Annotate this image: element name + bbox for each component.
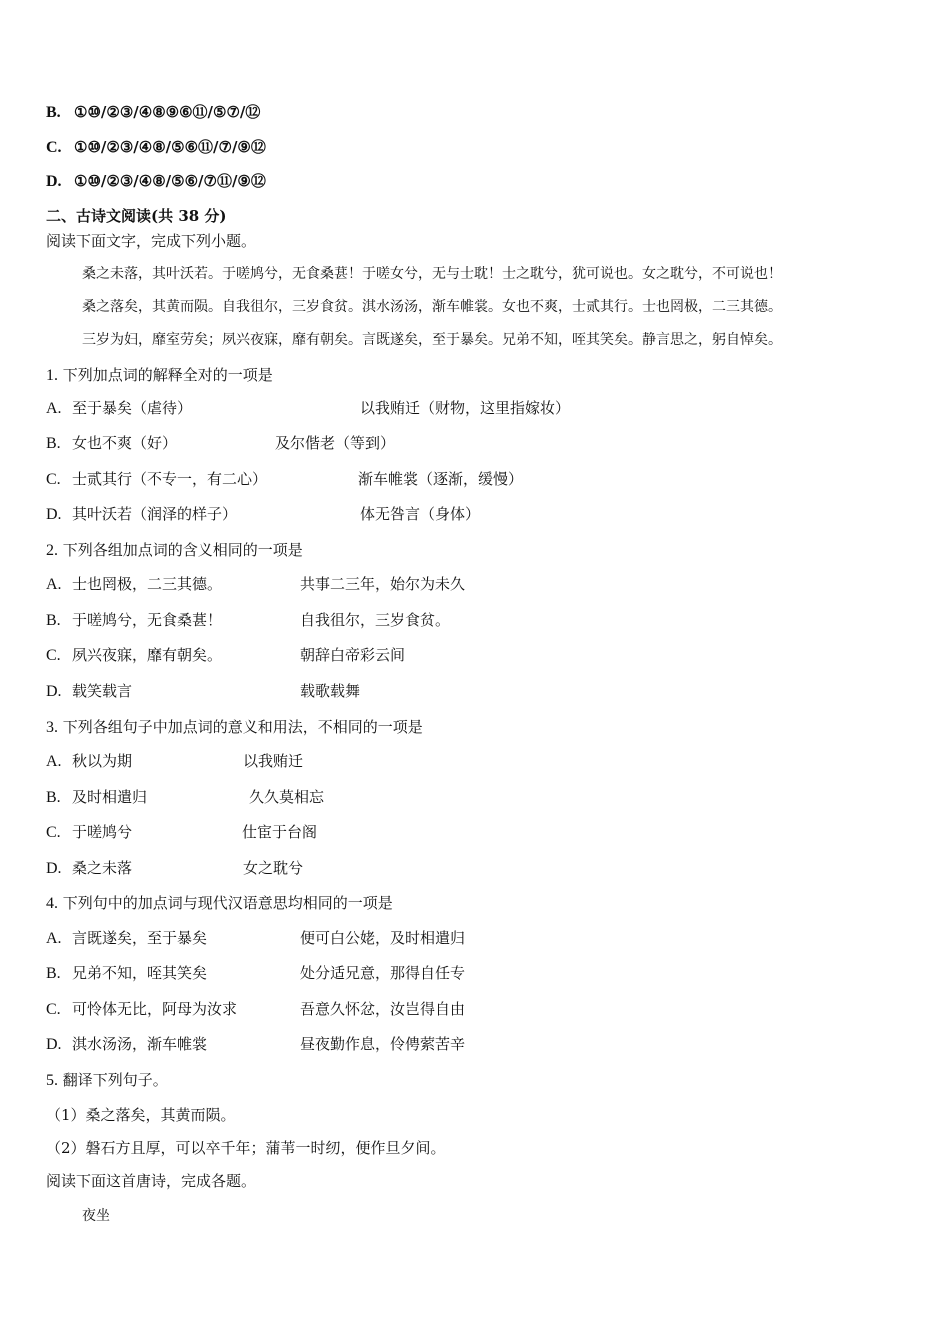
option-left: 言既遂矣，至于暴矣 [72, 929, 208, 947]
option-label: B. [46, 104, 61, 121]
option-left: 其叶沃若（润泽的样子） [72, 505, 238, 523]
option-row [46, 999, 926, 1020]
option-row [46, 645, 926, 666]
order-option-c [46, 137, 266, 158]
option-left: 秋以为期 [72, 752, 133, 770]
option-label: C. [46, 139, 62, 156]
option-label: C. [46, 1001, 61, 1018]
option-row [46, 433, 926, 454]
question-text: 下列各组加点词的含义相同的一项是 [62, 541, 303, 559]
option-left: 桑之未落 [72, 859, 133, 877]
option-left: 于嗟鸠兮 [72, 823, 133, 841]
option-right: 吾意久怀忿，汝岂得自由 [300, 1000, 466, 1018]
question-number: 3. [46, 719, 58, 736]
option-label: D. [46, 1036, 62, 1053]
option-row [46, 963, 926, 984]
question-text: 下列加点词的解释全对的一项是 [62, 366, 273, 384]
option-right: 处分适兄意，那得自任专 [300, 964, 466, 982]
option-label: B. [46, 965, 61, 982]
option-right: 昼夜勤作息，伶俜萦苦辛 [300, 1035, 466, 1053]
section-title: 二、古诗文阅读(共 38 分) [46, 207, 227, 225]
order-option-d [46, 171, 266, 192]
option-label: B. [46, 789, 61, 806]
option-right: 体无咎言（身体） [360, 505, 481, 523]
option-left: 淇水汤汤，渐车帷裳 [72, 1035, 208, 1053]
option-row [46, 398, 926, 419]
option-row [46, 610, 926, 631]
option-left: 士也罔极，二三其德。 [72, 575, 223, 593]
option-label: C. [46, 824, 61, 841]
option-label: A. [46, 576, 62, 593]
question-stem [46, 717, 423, 738]
passage-line: 桑之未落，其叶沃若。于嗟鸠兮，无食桑葚！于嗟女兮，无与士耽！士之耽兮，犹可说也。女之耽兮，不可说也！ [82, 266, 782, 282]
option-row [46, 574, 926, 595]
poem-instruction: 阅读下面这首唐诗，完成各题。 [46, 1172, 257, 1190]
option-left: 女也不爽（好） [72, 434, 178, 452]
question-number: 5. [46, 1072, 58, 1089]
option-row [46, 928, 926, 949]
option-text: ①⑩/②③/④⑧/⑤⑥/⑦⑪/⑨⑫ [74, 172, 266, 190]
option-label: C. [46, 471, 61, 488]
option-right: 以我贿迁（财物，这里指嫁妆） [360, 399, 571, 417]
option-left: 载笑载言 [72, 682, 133, 700]
option-label: B. [46, 612, 61, 629]
question-stem [46, 893, 393, 914]
option-label: C. [46, 647, 61, 664]
question-stem [46, 365, 273, 386]
section-instruction: 阅读下面文字，完成下列小题。 [46, 232, 257, 250]
option-right: 女之耽兮 [243, 859, 304, 877]
order-option-b [46, 102, 260, 123]
option-row [46, 504, 926, 525]
option-right: 以我贿迁 [243, 752, 304, 770]
option-right: 仕宦于台阁 [242, 823, 318, 841]
option-right: 共事二三年，始尔为未久 [300, 575, 466, 593]
option-row [46, 1034, 926, 1055]
question-number: 1. [46, 367, 58, 384]
option-left: 至于暴矣（虐待） [72, 399, 193, 417]
option-right: 久久莫相忘 [249, 788, 325, 806]
option-right: 自我徂尔，三岁食贫。 [300, 611, 451, 629]
translate-item: （1）桑之落矣，其黄而陨。 [46, 1106, 236, 1124]
option-left: 及时相遣归 [72, 788, 148, 806]
option-row [46, 681, 926, 702]
option-text: ①⑩/②③/④⑧/⑤⑥⑪/⑦/⑨⑫ [74, 138, 266, 156]
option-left: 可怜体无比，阿母为汝求 [72, 1000, 238, 1018]
option-label: D. [46, 860, 62, 877]
option-row [46, 822, 926, 843]
option-row [46, 787, 926, 808]
option-text: ①⑩/②③/④⑧⑨⑥⑪/⑤⑦/⑫ [74, 103, 261, 121]
passage-line: 三岁为妇，靡室劳矣；夙兴夜寐，靡有朝矣。言既遂矣，至于暴矣。兄弟不知，咥其笑矣。静言思之，躬自悼矣。 [82, 332, 782, 348]
option-left: 于嗟鸠兮，无食桑葚！ [72, 611, 223, 629]
option-label: D. [46, 683, 62, 700]
option-left: 夙兴夜寐，靡有朝矣。 [72, 646, 223, 664]
option-label: A. [46, 930, 62, 947]
option-label: A. [46, 400, 62, 417]
question-number: 4. [46, 895, 58, 912]
question-stem [46, 540, 303, 561]
question-number: 2. [46, 542, 58, 559]
option-label: A. [46, 753, 62, 770]
question-text: 下列句中的加点词与现代汉语意思均相同的一项是 [62, 894, 393, 912]
option-right: 载歌载舞 [300, 682, 361, 700]
option-label: D. [46, 506, 62, 523]
question-text: 下列各组句子中加点词的意义和用法，不相同的一项是 [62, 718, 423, 736]
option-right: 渐车帷裳（逐渐，缓慢） [358, 470, 524, 488]
question-stem [46, 1070, 168, 1091]
question-text: 翻译下列句子。 [62, 1071, 168, 1089]
translate-item: （2）磐石方且厚，可以卒千年；蒲苇一时纫，便作旦夕间。 [46, 1139, 446, 1157]
option-left: 兄弟不知，咥其笑矣 [72, 964, 208, 982]
option-right: 便可白公姥，及时相遣归 [300, 929, 466, 947]
option-row [46, 751, 926, 772]
option-row [46, 469, 926, 490]
passage-line: 桑之落矣，其黄而陨。自我徂尔，三岁食贫。淇水汤汤，渐车帷裳。女也不爽，士贰其行。士也罔极，二三其德。 [82, 299, 782, 315]
option-label: B. [46, 435, 61, 452]
option-left: 士贰其行（不专一，有二心） [72, 470, 268, 488]
poem-title: 夜坐 [82, 1208, 110, 1224]
option-label: D. [46, 173, 62, 190]
option-right: 朝辞白帝彩云间 [300, 646, 406, 664]
option-right: 及尔偕老（等到） [275, 434, 396, 452]
option-row [46, 858, 926, 879]
